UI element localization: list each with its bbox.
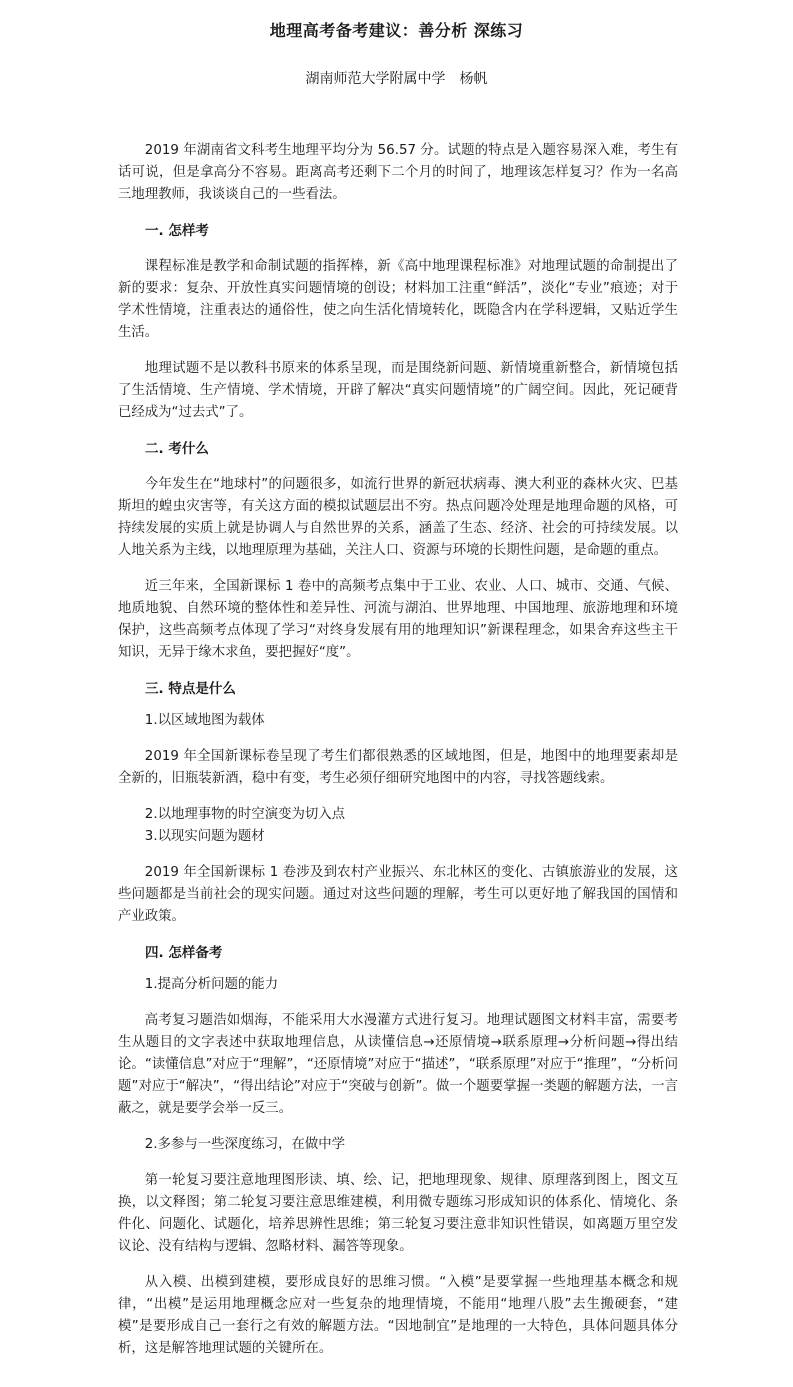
section4-paragraph-1: 高考复习题浩如烟海，不能采用大水漫灌方式进行复习。地理试题图文材料丰富，需要考生从题目的文字表述中获取地理信息，从读懂信息→还原情境→联系原理→分析问题→得出结论。“读懂信息”对应于“理解”，“还原情境”对应于“描述”，“联系原理”对应于“推理”，“分析问题”对应于“解决”，“得出结论”对应于“突破与创新”。做一个题要掌握一类题的解题方法，一言蔽之，就是要学会举一反三。 xyxy=(118,1013,678,1116)
section3-item-3: 3.以现实问题为题材 xyxy=(144,829,265,844)
section-heading-2: 二. 考什么 xyxy=(145,441,209,457)
section-heading-3: 三. 特点是什么 xyxy=(145,681,236,697)
author-line: 湖南师范大学附属中学 杨帆 xyxy=(305,71,488,87)
intro-paragraph: 2019 年湖南省文科考生地理平均分为 56.57 分。试题的特点是入题容易深入难，考生有话可说，但是拿高分不容易。距离高考还剩下二个月的时间了，地理该怎样复习？作为一名高三地理教师，我谈谈自己的一些看法。 xyxy=(118,143,678,202)
section4-paragraph-2: 第一轮复习要注意地理图形读、填、绘、记，把地理现象、规律、原理落到图上，图文互换，以文释图；第二轮复习要注意思维建模，利用微专题练习形成知识的体系化、情境化、条件化、问题化、试题化，培养思辨性思维；第三轮复习要注意非知识性错误，如离题万里空发议论、没有结构与逻辑、忽略材料、漏答等现象。 xyxy=(118,1173,678,1254)
section2-paragraph-1: 今年发生在“地球村”的问题很多，如流行世界的新冠状病毒、澳大利亚的森林火灾、巴基斯坦的蝗虫灾害等，有关这方面的模拟试题层出不穷。热点问题冷处理是地理命题的风格，可持续发展的实质上就是协调人与自然世界的关系，涵盖了生态、经济、社会的可持续发展。以人地关系为主线，以地理原理为基础，关注人口、资源与环境的长期性问题，是命题的重点。 xyxy=(118,477,678,558)
section1-paragraph-1: 课程标准是教学和命制试题的指挥棒，新《高中地理课程标准》对地理试题的命制提出了新的要求：复杂、开放性真实问题情境的创设；材料加工注重“鲜活”，淡化“专业”痕迹；对于学术性情境，注重表达的通俗性，使之向生活化情境转化，既隐含内在学科逻辑，又贴近学生生活。 xyxy=(118,259,678,340)
section4-item-2: 2.多参与一些深度练习，在做中学 xyxy=(144,1137,346,1152)
section3-paragraph-2: 2019 年全国新课标 1 卷涉及到农村产业振兴、东北林区的变化、古镇旅游业的发展，这些问题都是当前社会的现实问题。通过对这些问题的理解，考生可以更好地了解我国的国情和产业政策。 xyxy=(118,865,678,924)
section3-item-2: 2.以地理事物的时空演变为切入点 xyxy=(144,807,346,822)
section4-paragraph-3: 从入模、出模到建模，要形成良好的思维习惯。“入模”是要掌握一些地理基本概念和规律，“出模”是运用地理概念应对一些复杂的地理情境，不能用“地理八股”去生搬硬套，“建模”是要形成自己一套行之有效的解题方法。“因地制宜”是地理的一大特色，具体问题具体分析，这是解答地理试题的关键所在。 xyxy=(118,1275,678,1356)
section4-item-1: 1.提高分析问题的能力 xyxy=(144,977,279,992)
article-body xyxy=(118,140,678,1360)
section-heading-4: 四. 怎样备考 xyxy=(145,945,223,961)
section1-paragraph-2: 地理试题不是以教科书原来的体系呈现，而是围绕新问题、新情境重新整合，新情境包括了生活情境、生产情境、学术情境，开辟了解决“真实问题情境”的广阔空间。因此，死记硬背已经成为“过去式”了。 xyxy=(118,361,678,420)
article-title: 地理高考备考建议：善分析 深练习 xyxy=(269,21,524,40)
section2-paragraph-2: 近三年来，全国新课标 1 卷中的高频考点集中于工业、农业、人口、城市、交通、气候、地质地貌、自然环境的整体性和差异性、河流与湖泊、世界地理、中国地理、旅游地理和环境保护，这些高频考点体现了学习“对终身发展有用的地理知识”新课程理念，如果舍弃这些主干知识，无异于缘木求鱼，要把握好“度”。 xyxy=(118,579,678,660)
section3-item-1: 1.以区域地图为载体 xyxy=(144,713,265,728)
section3-paragraph-1: 2019 年全国新课标卷呈现了考生们都很熟悉的区域地图，但是，地图中的地理要素却是全新的，旧瓶装新酒，稳中有变，考生必须仔细研究地图中的内容，寻找答题线索。 xyxy=(118,749,678,786)
section-heading-1: 一. 怎样考 xyxy=(145,223,209,239)
